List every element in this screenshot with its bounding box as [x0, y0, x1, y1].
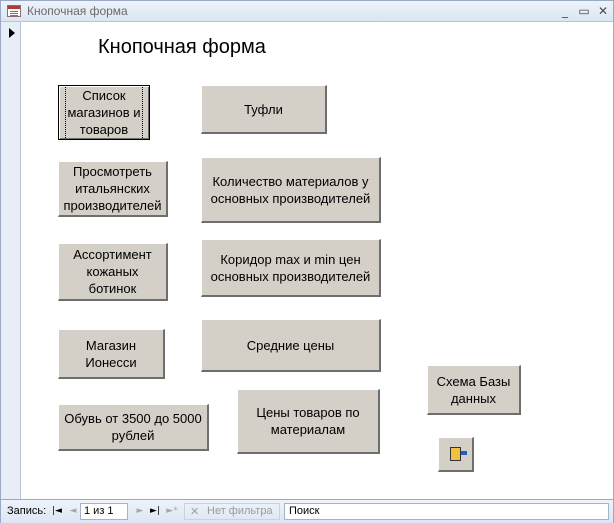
- form-title: Кнопочная форма: [98, 36, 266, 58]
- next-record-button[interactable]: ►: [136, 506, 144, 516]
- record-navigation-bar: [1, 499, 613, 523]
- italian-producers-button[interactable]: Просмотреть итальянских производителей: [58, 161, 168, 217]
- window-title: Кнопочная форма: [27, 4, 128, 18]
- form-icon: [7, 5, 21, 17]
- exit-button[interactable]: [438, 437, 474, 472]
- db-schema-button[interactable]: Схема Базы данных: [427, 365, 521, 415]
- filter-toggle[interactable]: [184, 503, 280, 520]
- filter-icon: ✕: [190, 506, 200, 518]
- exit-door-icon: [450, 447, 461, 461]
- shoes-button[interactable]: Туфли: [201, 85, 327, 134]
- price-corridor-button[interactable]: Коридор max и min цен основных производителей: [201, 239, 381, 297]
- close-button[interactable]: ✕: [597, 4, 609, 18]
- stores-list-label: Список магазинов и товаров: [67, 88, 141, 137]
- filter-label: Нет фильтра: [207, 505, 273, 517]
- materials-count-button[interactable]: Количество материалов у основных производителей: [201, 157, 381, 223]
- shoes-3500-5000-button[interactable]: Обувь от 3500 до 5000 рублей: [58, 404, 209, 451]
- ionessi-store-button[interactable]: Магазин Ионесси: [58, 329, 165, 379]
- first-record-button[interactable]: |◄: [52, 506, 62, 516]
- prices-by-material-button[interactable]: Цены товаров по материалам: [237, 389, 380, 454]
- current-record-arrow-icon: [9, 28, 15, 38]
- average-prices-button[interactable]: Средние цены: [201, 319, 381, 372]
- leather-boots-button[interactable]: Ассортимент кожаных ботинок: [58, 243, 168, 301]
- stores-list-button[interactable]: [58, 85, 150, 140]
- previous-record-button[interactable]: ◄: [69, 506, 77, 516]
- current-record-field[interactable]: 1 из 1: [80, 503, 128, 520]
- search-input[interactable]: Поиск: [284, 503, 609, 520]
- title-bar: [1, 1, 613, 22]
- record-label: Запись:: [7, 505, 47, 517]
- maximize-button[interactable]: ▭: [578, 4, 590, 18]
- minimize-button[interactable]: _: [562, 4, 568, 18]
- record-selector[interactable]: [1, 22, 21, 499]
- last-record-button[interactable]: ►|: [150, 506, 160, 516]
- new-record-button[interactable]: ►*: [166, 506, 178, 516]
